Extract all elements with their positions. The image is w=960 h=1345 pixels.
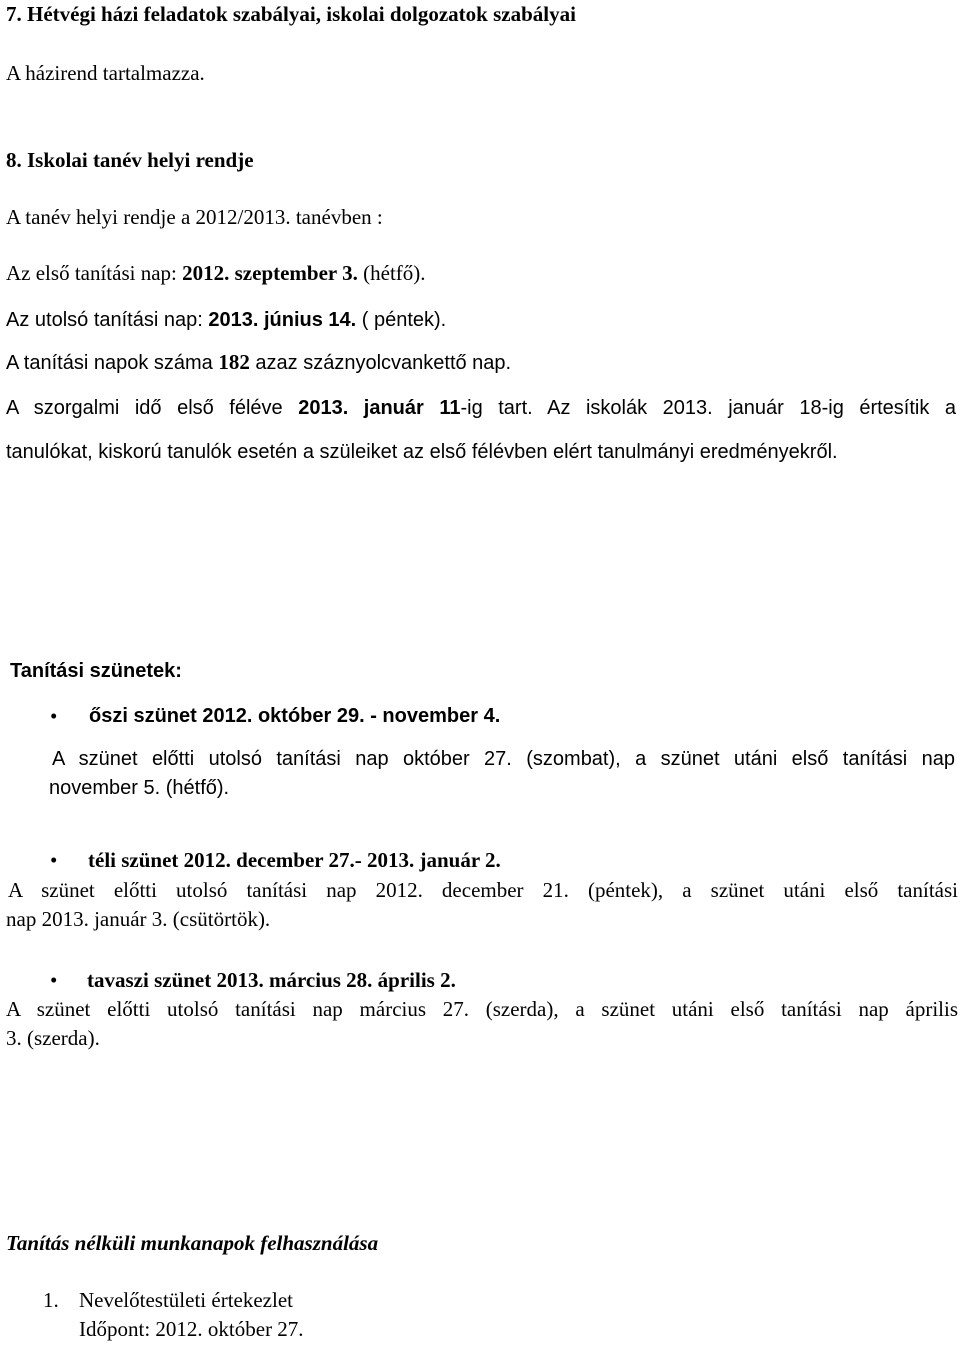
semester-line-cont: tanulókat, kiskorú tanulók esetén a szüleiket az első félévben elért tanulmányi eredményekről. xyxy=(6,441,838,463)
bullet-icon: • xyxy=(50,704,58,728)
autumn-break-line2: november 5. (hétfő). xyxy=(49,777,230,799)
winter-break-line2: nap 2013. január 3. (csütörtök). xyxy=(6,907,271,931)
semester-line: A szorgalmi idő első féléve 2013. január 11-ig tart. Az iskolák 2013. január 18-ig értesítik a xyxy=(6,397,957,419)
days-count-line: A tanítási napok száma 182 azaz száznyolcvankettő nap. xyxy=(6,350,512,374)
bullet-icon: • xyxy=(50,848,58,872)
bullet-icon: • xyxy=(50,968,58,992)
section-8-heading: 8. Iskolai tanév helyi rendje xyxy=(6,148,254,172)
autumn-break-title: őszi szünet 2012. október 29. - november 4. xyxy=(89,705,501,727)
workdays-heading: Tanítás nélküli munkanapok felhasználása xyxy=(6,1231,379,1255)
winter-break-title: téli szünet 2012. december 27.- 2013. január 2. xyxy=(88,848,501,872)
school-year-intro: A tanév helyi rendje a 2012/2013. tanévben : xyxy=(6,205,383,229)
workday-item-title: Nevelőtestületi értekezlet xyxy=(79,1288,293,1312)
section-7-heading: 7. Hétvégi házi feladatok szabályai, iskolai dolgozatok szabályai xyxy=(6,2,576,26)
first-day-line: Az első tanítási nap: 2012. szeptember 3. (hétfő). xyxy=(6,261,426,285)
autumn-break-line1: A szünet előtti utolsó tanítási nap október 27. (szombat), a szünet utáni első tanítási nap xyxy=(52,748,955,770)
winter-break-line1: A szünet előtti utolsó tanítási nap 2012. december 21. (péntek), a szünet utáni első tanítási xyxy=(8,878,958,902)
breaks-heading: Tanítási szünetek: xyxy=(10,660,182,682)
last-day-line: Az utolsó tanítási nap: 2013. június 14. ( péntek). xyxy=(6,309,447,331)
spring-break-title: tavaszi szünet 2013. március 28. április 2. xyxy=(87,968,456,992)
workday-item-number: 1. xyxy=(43,1288,59,1312)
workday-item-date: Időpont: 2012. október 27. xyxy=(79,1317,304,1341)
spring-break-line2: 3. (szerda). xyxy=(6,1026,100,1050)
section-7-body: A házirend tartalmazza. xyxy=(6,61,205,85)
spring-break-line1: A szünet előtti utolsó tanítási nap március 27. (szerda), a szünet utáni első tanítási nap április xyxy=(6,997,958,1021)
